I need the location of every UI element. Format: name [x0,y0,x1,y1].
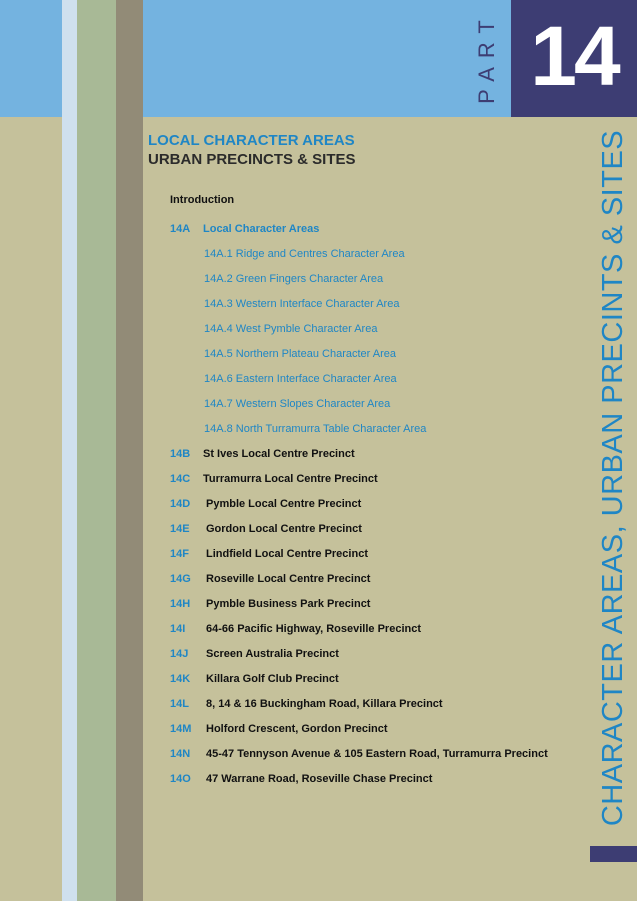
header-stripe-light [62,0,77,117]
toc-code: 14K [170,673,191,685]
toc-sub-item[interactable]: 14A.3 Western Interface Character Area [204,298,400,310]
toc-code: 14G [170,573,191,585]
side-title-text: CHARACTER AREAS, URBAN PRECINTS & SITES [597,129,629,827]
toc-label: Local Character Areas [203,223,320,235]
toc-label: Pymble Business Park Precinct [206,598,371,610]
toc-code: 14N [170,748,191,760]
toc-section[interactable] [170,522,362,536]
toc-code: 14A [170,223,191,235]
toc-sub-item[interactable]: 14A.2 Green Fingers Character Area [204,273,384,285]
toc-code: 14C [170,473,191,485]
toc-sub-item[interactable]: 14A.5 Northern Plateau Character Area [204,348,397,360]
toc-label: Holford Crescent, Gordon Precinct [206,723,388,735]
toc-section[interactable] [170,572,370,586]
toc-label: 8, 14 & 16 Buckingham Road, Killara Precinct [206,698,443,710]
decorative-stripe-light [62,0,77,901]
toc-label: 64-66 Pacific Highway, Roseville Precinct [206,623,422,635]
decorative-stripe-green [77,0,116,901]
toc-code: 14I [170,623,186,635]
toc-section[interactable] [170,597,370,611]
toc-label: 45-47 Tennyson Avenue & 105 Eastern Road, Turramurra Precinct [206,748,548,760]
toc-section[interactable] [170,497,361,511]
page-title: LOCAL CHARACTER AREAS [148,132,355,149]
toc-sub-item[interactable]: 14A.4 West Pymble Character Area [204,323,378,335]
toc-section[interactable] [170,772,432,786]
side-bar-accent [590,846,637,862]
toc-section[interactable] [170,747,548,761]
toc-code: 14M [170,723,192,735]
toc-code: 14D [170,498,191,510]
toc-sub-item[interactable]: 14A.8 North Turramurra Table Character Area [204,423,427,435]
part-label [462,0,511,117]
toc-code: 14L [170,698,189,710]
part-word: PART [474,11,499,104]
toc-section[interactable] [170,672,339,686]
side-title [590,122,637,834]
toc-label: Pymble Local Centre Precinct [206,498,362,510]
toc-sub-item[interactable]: 14A.1 Ridge and Centres Character Area [204,248,405,260]
toc-section[interactable] [170,447,355,461]
toc-section[interactable] [170,622,421,636]
toc-code: 14O [170,773,191,785]
toc-code: 14J [170,648,189,660]
toc-section[interactable] [170,697,443,711]
toc-section[interactable] [170,647,339,661]
toc-label: Turramurra Local Centre Precinct [203,473,378,485]
decorative-stripe-brown [116,0,143,901]
toc-section[interactable] [170,547,368,561]
toc-sub-item[interactable]: 14A.6 Eastern Interface Character Area [204,373,397,385]
toc-label: Gordon Local Centre Precinct [206,523,362,535]
header-stripe-brown [116,0,143,117]
toc-section[interactable] [170,722,388,736]
toc-label: Roseville Local Centre Precinct [206,573,371,585]
toc-label: Lindfield Local Centre Precinct [206,548,368,560]
toc-section-14a[interactable] [170,222,319,236]
toc-code: 14H [170,598,191,610]
toc-section[interactable] [170,472,378,486]
toc-label: 47 Warrane Road, Roseville Chase Precinct [206,773,433,785]
toc-label: Killara Golf Club Precinct [206,673,339,685]
toc-label: St Ives Local Centre Precinct [203,448,355,460]
toc-code: 14F [170,548,189,560]
toc-sub-item[interactable]: 14A.7 Western Slopes Character Area [204,398,391,410]
toc-label: Screen Australia Precinct [206,648,339,660]
toc-introduction[interactable]: Introduction [170,194,235,206]
toc-code: 14E [170,523,190,535]
part-number: 14 [530,9,618,103]
page-subtitle: URBAN PRECINCTS & SITES [148,151,356,168]
toc-code: 14B [170,448,191,460]
header-stripe-green [77,0,116,117]
